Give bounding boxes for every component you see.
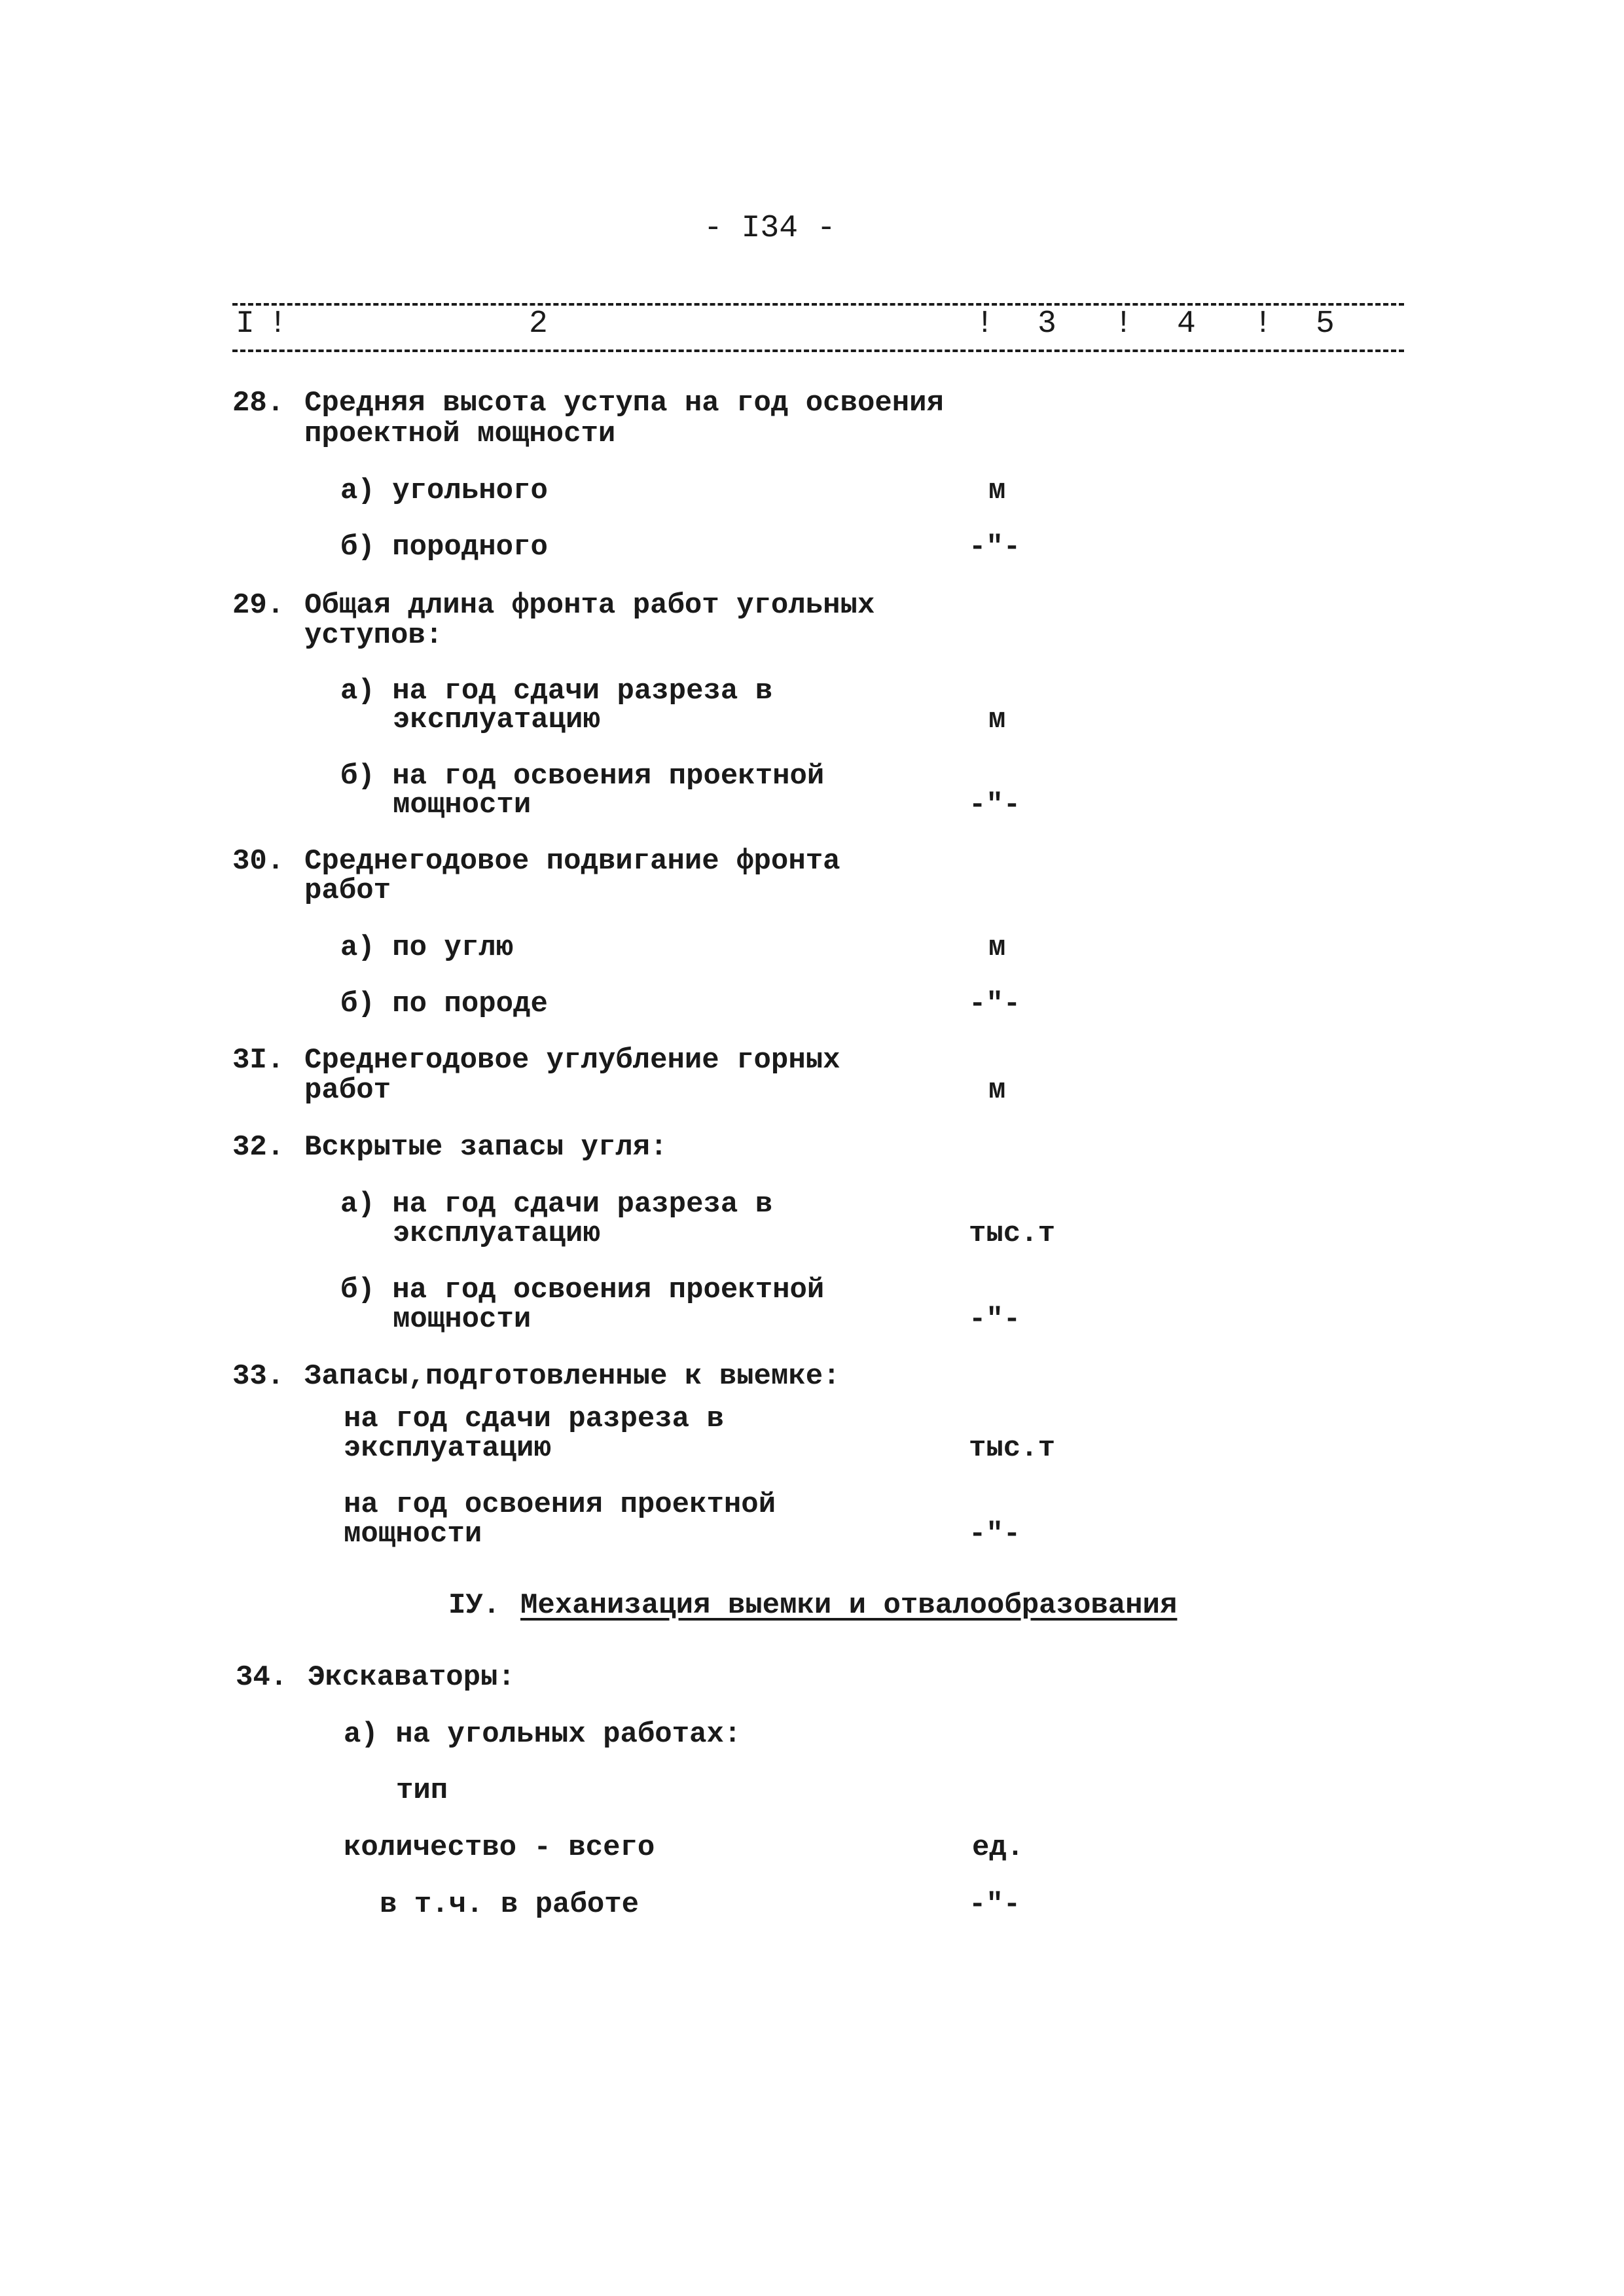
item-31-unit: м <box>988 1074 1006 1107</box>
item-31-text: работ <box>304 1074 391 1107</box>
item-29-b-unit: -"- <box>969 789 1021 821</box>
header-col-5: 5 <box>1316 306 1335 342</box>
item-28-a-unit: м <box>988 475 1006 507</box>
header-col-4: 4 <box>1177 306 1196 342</box>
header-bottom-rule <box>232 350 1404 352</box>
page-number: - I34 - <box>704 211 836 246</box>
item-32-number: 32. <box>232 1131 285 1164</box>
item-33-number: 33. <box>232 1360 285 1393</box>
item-30-a-unit: м <box>988 931 1006 964</box>
item-30-a: а) по углю <box>340 931 514 964</box>
item-30-b: б) по породе <box>340 988 548 1020</box>
header-sep: ! <box>268 306 287 342</box>
item-34-a: а) на угольных работах: <box>344 1718 742 1751</box>
item-29-text: уступов: <box>304 619 443 652</box>
header-sep: ! <box>1254 306 1272 342</box>
item-32-text: Вскрытые запасы угля: <box>304 1131 668 1164</box>
item-28-b-unit: -"- <box>969 531 1021 564</box>
item-33-a: на год сдачи разреза в <box>344 1403 724 1435</box>
item-32-b-unit: -"- <box>969 1303 1021 1336</box>
header-col-2: 2 <box>529 306 548 342</box>
item-30-b-unit: -"- <box>969 988 1021 1020</box>
section-title: Механизация выемки и отвалообразования <box>520 1589 1178 1622</box>
item-28-text: проектной мощности <box>304 418 616 450</box>
item-32-b: мощности <box>393 1303 532 1336</box>
item-29-a: эксплуатацию <box>393 704 600 736</box>
item-29-a: а) на год сдачи разреза в <box>340 675 773 708</box>
item-29-text: Общая длина фронта работ угольных <box>304 589 875 622</box>
item-28-number: 28. <box>232 387 285 420</box>
header-col-3: 3 <box>1038 306 1056 342</box>
item-28-a: а) угольного <box>340 475 548 507</box>
item-33-b: на год освоения проектной <box>344 1488 776 1521</box>
item-34-type: тип <box>396 1774 448 1807</box>
item-31-number: 3I. <box>232 1044 285 1077</box>
item-33-a-unit: тыс.т <box>969 1432 1056 1465</box>
item-28-b: б) породного <box>340 531 548 564</box>
item-33-text: Запасы,подготовленные к выемке: <box>304 1360 840 1393</box>
item-34-working-unit: -"- <box>969 1888 1021 1921</box>
item-28-text: Средняя высота уступа на год освоения <box>304 387 944 420</box>
item-30-text: работ <box>304 874 391 907</box>
header-col-1: I <box>236 306 255 342</box>
item-30-text: Среднегодовое подвигание фронта <box>304 845 840 878</box>
item-32-b: б) на год освоения проектной <box>340 1274 825 1306</box>
item-33-b-unit: -"- <box>969 1518 1021 1551</box>
header-sep: ! <box>975 306 994 342</box>
item-34-working: в т.ч. в работе <box>380 1888 640 1921</box>
item-29-b: б) на год освоения проектной <box>340 760 825 793</box>
item-34-quantity: количество - всего <box>344 1831 655 1864</box>
item-29-number: 29. <box>232 589 285 622</box>
item-32-a: эксплуатацию <box>393 1217 600 1250</box>
item-34-quantity-unit: ед. <box>972 1831 1024 1864</box>
item-33-a: эксплуатацию <box>344 1432 551 1465</box>
item-29-a-unit: м <box>988 704 1006 736</box>
item-33-b: мощности <box>344 1518 482 1551</box>
section-number: IУ. <box>448 1589 501 1622</box>
header-top-rule <box>232 303 1404 306</box>
item-32-a-unit: тыс.т <box>969 1217 1056 1250</box>
item-32-a: а) на год сдачи разреза в <box>340 1188 773 1221</box>
item-29-b: мощности <box>393 789 532 821</box>
item-30-number: 30. <box>232 845 285 878</box>
item-34-number: 34. <box>236 1661 288 1694</box>
header-sep: ! <box>1114 306 1133 342</box>
item-34-text: Экскаваторы: <box>308 1661 515 1694</box>
item-31-text: Среднегодовое углубление горных <box>304 1044 840 1077</box>
